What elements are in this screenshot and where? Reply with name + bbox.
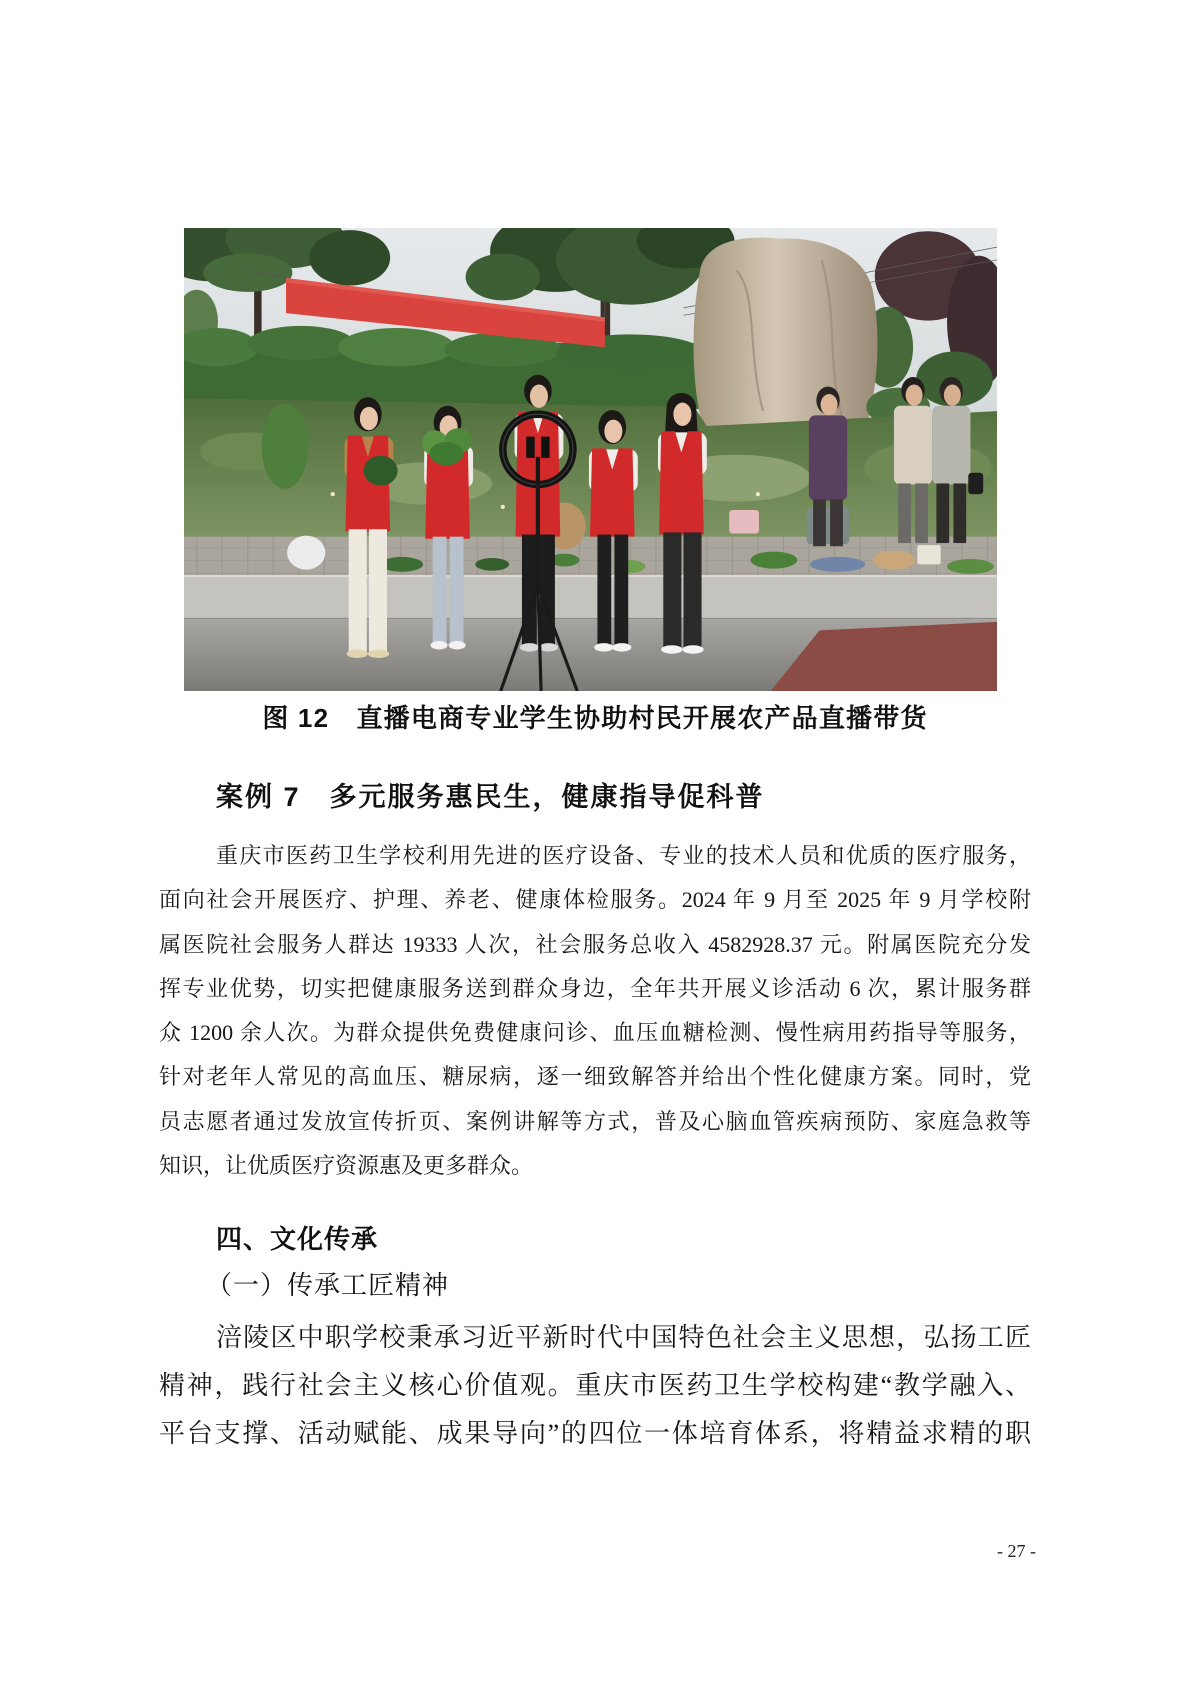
photo-road xyxy=(184,620,997,691)
paragraph-line: 针对老年人常见的高血压、糖尿病，逐一细致解答并给出个性化健康方案。同时，党 xyxy=(159,1064,1031,1090)
section-heading: 四、文化传承 xyxy=(216,1224,379,1254)
paragraph-line: 重庆市医药卫生学校利用先进的医疗设备、专业的技术人员和优质的医疗服务， xyxy=(216,843,1031,868)
photo-scene xyxy=(184,228,997,691)
figure-caption: 图 12 直播电商专业学生协助村民开展农产品直播带货 xyxy=(262,703,928,733)
paragraph-line: 精神，践行社会主义核心价值观。重庆市医药卫生学校构建“教学融入、 xyxy=(159,1371,1031,1400)
figure-12-photo xyxy=(184,228,997,691)
paragraph-line: 平台支撑、活动赋能、成果导向”的四位一体培育体系，将精益求精的职 xyxy=(159,1419,1031,1448)
paragraph-line: 属医院社会服务人群达 19333 人次，社会服务总收入 4582928.37 元。附属医院充分发 xyxy=(159,931,1031,957)
paragraph-line: 众 1200 余人次。为群众提供免费健康问诊、血压血糖检测、慢性病用药指导等服务， xyxy=(159,1020,1031,1046)
paragraph-line: 员志愿者通过发放宣传折页、案例讲解等方式，普及心脑血管疾病预防、家庭急救等 xyxy=(159,1108,1031,1134)
page-number: - 27 - xyxy=(997,1541,1036,1561)
paragraph-case-7 xyxy=(159,834,1031,1188)
case-heading: 案例 7 多元服务惠民生，健康指导促科普 xyxy=(216,782,765,812)
paragraph-line: 挥专业优势，切实把健康服务送到群众身边，全年共开展义诊活动 6 次，累计服务群 xyxy=(159,975,1031,1001)
paragraph-line: 面向社会开展医疗、护理、养老、健康体检服务。2024 年 9 月至 2025 年 9 月学校附 xyxy=(159,887,1031,913)
paragraph-line: 知识，让优质医疗资源惠及更多群众。 xyxy=(159,1153,534,1179)
photo-wall xyxy=(184,575,997,620)
paragraph-line: 涪陵区中职学校秉承习近平新时代中国特色社会主义思想，弘扬工匠 xyxy=(216,1323,1031,1352)
subsection-heading: （一）传承工匠精神 xyxy=(206,1271,450,1300)
paragraph-craftsmanship xyxy=(159,1314,1031,1458)
